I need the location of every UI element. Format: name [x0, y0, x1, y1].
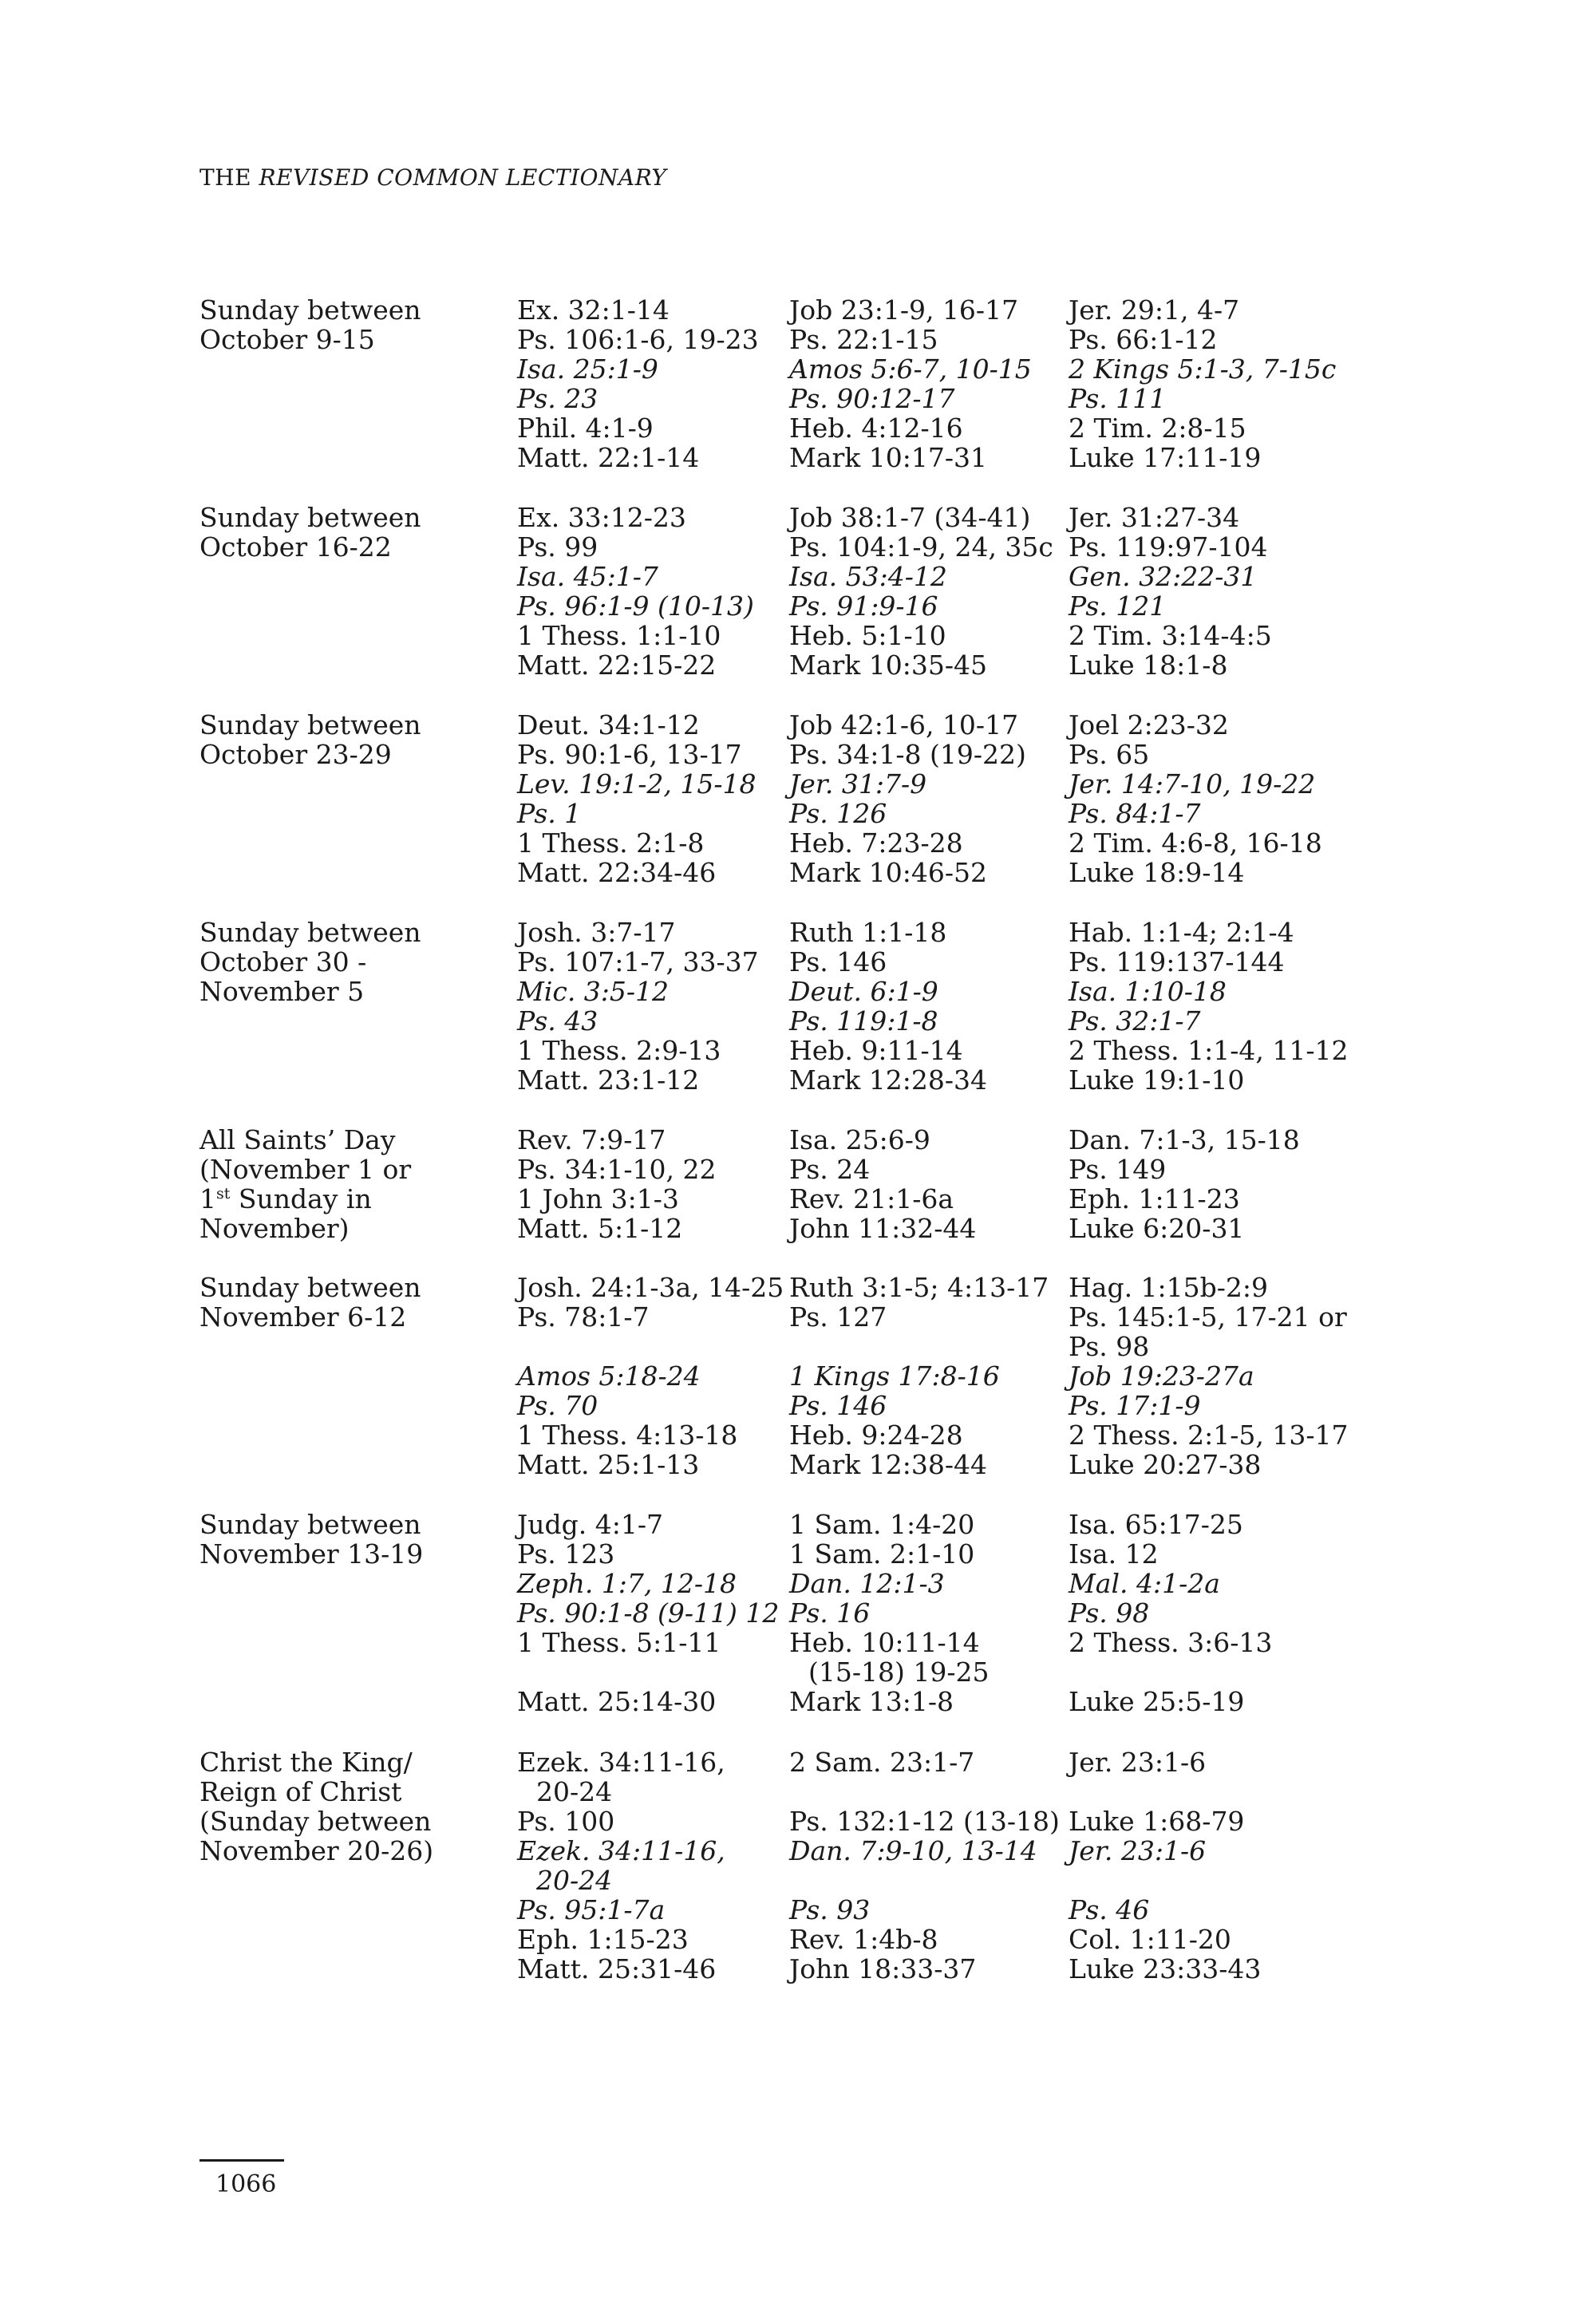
- reading-citation: Isa. 65:17-25: [1069, 1509, 1243, 1540]
- reading-citation: Ps. 90:12-17: [789, 383, 955, 414]
- reading-citation: Job 19:23-27a: [1069, 1360, 1254, 1392]
- year-a-readings: [517, 503, 788, 680]
- blank-line: [1069, 1866, 1380, 1895]
- reading-citation: Ps. 32:1-7: [1069, 1005, 1201, 1037]
- reading-citation: Ps. 123: [517, 1538, 615, 1570]
- reading-citation: Lev. 19:1-2, 15-18: [517, 768, 757, 800]
- occasion-label-line: All Saints’ Day: [200, 1124, 396, 1155]
- reading-citation: Matt. 25:1-13: [517, 1449, 700, 1480]
- reading-citation: Heb. 10:11-14: [789, 1627, 980, 1658]
- reading-citation: Mark 10:46-52: [789, 857, 987, 888]
- reading-citation: Matt. 23:1-12: [517, 1064, 700, 1096]
- reading-citation: (15-18) 19-25: [808, 1657, 990, 1688]
- occasion-label-line: October 9-15: [200, 324, 375, 355]
- ordinal-superscript: st: [216, 1185, 231, 1202]
- reading-citation: Ps. 78:1-7: [517, 1301, 650, 1333]
- year-b-readings: [789, 918, 1061, 1095]
- reading-citation: Ex. 32:1-14: [517, 294, 670, 326]
- reading-citation: Mal. 4:1-2a: [1069, 1568, 1220, 1599]
- reading-citation: Mark 10:17-31: [789, 442, 987, 473]
- reading-citation: Jer. 23:1-6: [1069, 1835, 1207, 1866]
- reading-citation: Matt. 25:31-46: [517, 1953, 717, 1984]
- occasion-label: [200, 1125, 495, 1243]
- reading-citation: Ps. 90:1-8 (9-11) 12: [517, 1597, 780, 1629]
- reading-citation: Luke 20:27-38: [1069, 1449, 1262, 1480]
- reading-citation: Ps. 46: [1069, 1894, 1150, 1925]
- reading-citation: Matt. 22:15-22: [517, 650, 717, 681]
- reading-citation: Eph. 1:15-23: [517, 1924, 689, 1955]
- occasion-label-line: November 13-19: [200, 1538, 424, 1570]
- reading-citation: Hag. 1:15b-2:9: [1069, 1272, 1269, 1303]
- reading-citation: Mic. 3:5-12: [517, 976, 670, 1007]
- reading-citation: Ps. 22:1-15: [789, 324, 938, 355]
- reading-citation: Ps. 23: [517, 383, 598, 414]
- reading-citation: 1 Thess. 4:13-18: [517, 1420, 738, 1451]
- reading-citation: Ps. 24: [789, 1154, 871, 1185]
- reading-citation: Luke 1:68-79: [1069, 1806, 1245, 1837]
- reading-citation: John 11:32-44: [789, 1213, 977, 1244]
- reading-citation: Ps. 84:1-7: [1069, 798, 1201, 829]
- reading-citation: Ps. 106:1-6, 19-23: [517, 324, 759, 355]
- reading-citation: 1 Thess. 5:1-11: [517, 1627, 721, 1658]
- occasion-label-line: Sunday between: [200, 917, 421, 948]
- reading-citation: Gen. 32:22-31: [1069, 561, 1258, 592]
- reading-citation: Ps. 91:9-16: [789, 590, 938, 622]
- occasion-label-line: 1st Sunday in: [200, 1183, 372, 1214]
- reading-citation: Luke 19:1-10: [1069, 1064, 1245, 1096]
- reading-citation: Ps. 95:1-7a: [517, 1894, 666, 1925]
- occasion-label-line: (Sunday between: [200, 1806, 432, 1837]
- reading-citation: Ps. 146: [789, 1390, 887, 1421]
- year-b-readings: [789, 1510, 1061, 1716]
- reading-citation: Rev. 7:9-17: [517, 1124, 666, 1155]
- reading-citation: Amos 5:18-24: [517, 1360, 701, 1392]
- reading-citation: Job 38:1-7 (34-41): [789, 502, 1031, 533]
- occasion-label-line: Sunday between: [200, 1272, 421, 1303]
- reading-citation: Jer. 23:1-6: [1069, 1747, 1207, 1778]
- running-header-prefix: THE: [200, 164, 259, 191]
- occasion-label: [200, 503, 495, 562]
- reading-citation: Luke 18:1-8: [1069, 650, 1228, 681]
- reading-citation: Ps. 99: [517, 531, 598, 563]
- reading-citation: 1 Thess. 2:9-13: [517, 1035, 721, 1066]
- reading-citation: Mark 12:38-44: [789, 1449, 987, 1480]
- occasion-label-line: Sunday between: [200, 1509, 421, 1540]
- reading-citation: Isa. 12: [1069, 1538, 1159, 1570]
- reading-citation: Heb. 5:1-10: [789, 620, 946, 651]
- reading-citation: Dan. 7:9-10, 13-14: [789, 1835, 1037, 1866]
- year-a-readings: [517, 918, 788, 1095]
- reading-citation: Ps. 70: [517, 1390, 598, 1421]
- blank-line: [1069, 1777, 1380, 1807]
- year-a-readings: [517, 1747, 788, 1984]
- reading-citation: Ps. 146: [789, 946, 887, 977]
- running-header: [200, 164, 666, 191]
- reading-citation: Jer. 31:27-34: [1069, 502, 1240, 533]
- blank-line: [1069, 1657, 1380, 1687]
- reading-citation: Ps. 119:137-144: [1069, 946, 1285, 977]
- reading-citation: Heb. 9:11-14: [789, 1035, 963, 1066]
- reading-citation: Ps. 66:1-12: [1069, 324, 1218, 355]
- reading-citation: 20-24: [536, 1865, 613, 1896]
- reading-citation: Jer. 14:7-10, 19-22: [1069, 768, 1316, 800]
- blank-line: [789, 1332, 1061, 1361]
- page-number: 1066: [215, 2170, 277, 2198]
- reading-citation: 20-24: [536, 1776, 613, 1807]
- reading-citation: Phil. 4:1-9: [517, 413, 654, 444]
- occasion-label-line: Sunday between: [200, 709, 421, 740]
- reading-citation: 1 Thess. 2:1-8: [517, 827, 705, 859]
- reading-citation: Col. 1:11-20: [1069, 1924, 1231, 1955]
- reading-citation: Ps. 111: [1069, 383, 1167, 414]
- reading-citation: Job 42:1-6, 10-17: [789, 709, 1019, 740]
- reading-citation: Mark 12:28-34: [789, 1064, 987, 1096]
- reading-citation: Deut. 6:1-9: [789, 976, 938, 1007]
- reading-citation: Matt. 22:1-14: [517, 442, 700, 473]
- reading-citation: Ps. 132:1-12 (13-18): [789, 1806, 1060, 1837]
- reading-citation: Matt. 5:1-12: [517, 1213, 683, 1244]
- occasion-label: [200, 1747, 495, 1866]
- reading-citation: Ps. 65: [1069, 739, 1150, 770]
- reading-citation: Ps. 16: [789, 1597, 871, 1629]
- reading-citation: Ps. 34:1-8 (19-22): [789, 739, 1026, 770]
- reading-citation: Jer. 29:1, 4-7: [1069, 294, 1240, 326]
- year-a-readings: [517, 1510, 788, 1716]
- reading-citation: Heb. 7:23-28: [789, 827, 963, 859]
- year-b-readings: [789, 1747, 1061, 1984]
- reading-citation: Ps. 34:1-10, 22: [517, 1154, 717, 1185]
- year-b-readings: [789, 1273, 1061, 1479]
- reading-citation: Ex. 33:12-23: [517, 502, 686, 533]
- year-a-readings: [517, 710, 788, 887]
- reading-citation: 2 Tim. 2:8-15: [1069, 413, 1246, 444]
- year-c-readings: [1069, 295, 1380, 472]
- reading-citation: Mark 13:1-8: [789, 1686, 954, 1717]
- reading-citation: 2 Sam. 23:1-7: [789, 1747, 975, 1778]
- reading-citation: Judg. 4:1-7: [517, 1509, 663, 1540]
- blank-line: [517, 1332, 788, 1361]
- occasion-label-line: Christ the King/: [200, 1747, 413, 1778]
- reading-citation: Deut. 34:1-12: [517, 709, 700, 740]
- year-b-readings: [789, 503, 1061, 680]
- reading-citation: Ps. 119:1-8: [789, 1005, 938, 1037]
- reading-citation: Luke 23:33-43: [1069, 1953, 1262, 1984]
- occasion-label-line: (November 1 or: [200, 1154, 412, 1185]
- year-c-readings: [1069, 918, 1380, 1095]
- reading-citation: Ps. 104:1-9, 24, 35c: [789, 531, 1053, 563]
- reading-citation: 1 Kings 17:8-16: [789, 1360, 1000, 1392]
- reading-citation: Ruth 3:1-5; 4:13-17: [789, 1272, 1049, 1303]
- reading-citation: Eph. 1:11-23: [1069, 1183, 1240, 1214]
- occasion-label: [200, 1510, 495, 1569]
- reading-citation: Isa. 1:10-18: [1069, 976, 1227, 1007]
- reading-citation: Ps. 127: [789, 1301, 887, 1333]
- reading-citation: Ps. 1: [517, 798, 582, 829]
- occasion-label: [200, 1273, 495, 1332]
- reading-citation: Luke 6:20-31: [1069, 1213, 1245, 1244]
- reading-citation: Ps. 96:1-9 (10-13): [517, 590, 754, 622]
- reading-citation: Ezek. 34:11-16,: [517, 1835, 725, 1866]
- blank-line: [789, 1866, 1061, 1895]
- reading-citation: 2 Thess. 2:1-5, 13-17: [1069, 1420, 1349, 1451]
- reading-citation: Josh. 24:1-3a, 14-25: [517, 1272, 784, 1303]
- reading-citation: Ps. 17:1-9: [1069, 1390, 1201, 1421]
- occasion-label-line: November 20-26): [200, 1835, 434, 1866]
- reading-citation: Ps. 126: [789, 798, 887, 829]
- reading-citation: Ps. 149: [1069, 1154, 1167, 1185]
- year-b-readings: [789, 1125, 1061, 1243]
- reading-citation: Isa. 25:6-9: [789, 1124, 930, 1155]
- reading-citation: Amos 5:6-7, 10-15: [789, 353, 1032, 385]
- reading-citation: Josh. 3:7-17: [517, 917, 676, 948]
- reading-citation: Dan. 7:1-3, 15-18: [1069, 1124, 1300, 1155]
- reading-citation: Ps. 90:1-6, 13-17: [517, 739, 742, 770]
- reading-citation: Dan. 12:1-3: [789, 1568, 945, 1599]
- year-a-readings: [517, 1273, 788, 1479]
- blank-line: [517, 1657, 788, 1687]
- blank-line: [789, 1777, 1061, 1807]
- reading-citation: Ps. 119:97-104: [1069, 531, 1268, 563]
- reading-citation: John 18:33-37: [789, 1953, 977, 1984]
- reading-citation: 2 Thess. 3:6-13: [1069, 1627, 1273, 1658]
- occasion-label-line: November 6-12: [200, 1301, 407, 1333]
- reading-citation: Zeph. 1:7, 12-18: [517, 1568, 737, 1599]
- year-b-readings: [789, 710, 1061, 887]
- reading-citation: Jer. 31:7-9: [789, 768, 927, 800]
- occasion-label-line: Sunday between: [200, 294, 421, 326]
- occasion-label: [200, 295, 495, 354]
- reading-citation: Ps. 121: [1069, 590, 1167, 622]
- reading-citation: Ruth 1:1-18: [789, 917, 947, 948]
- occasion-label-line: October 23-29: [200, 739, 392, 770]
- reading-citation: Isa. 25:1-9: [517, 353, 658, 385]
- year-c-readings: [1069, 503, 1380, 680]
- reading-citation: Hab. 1:1-4; 2:1-4: [1069, 917, 1294, 948]
- reading-citation: Ps. 100: [517, 1806, 615, 1837]
- reading-citation: Rev. 1:4b-8: [789, 1924, 938, 1955]
- reading-citation: 1 Sam. 1:4-20: [789, 1509, 975, 1540]
- reading-citation: 2 Kings 5:1-3, 7-15c: [1069, 353, 1337, 385]
- occasion-label-line: Reign of Christ: [200, 1776, 402, 1807]
- reading-citation: 1 Thess. 1:1-10: [517, 620, 721, 651]
- running-header-title: REVISED COMMON LECTIONARY: [259, 164, 667, 191]
- reading-citation: Rev. 21:1-6a: [789, 1183, 954, 1214]
- year-b-readings: [789, 295, 1061, 472]
- reading-citation: Ps. 98: [1069, 1331, 1150, 1362]
- occasion-label-line: Sunday between: [200, 502, 421, 533]
- year-a-readings: [517, 1125, 788, 1243]
- reading-citation: 2 Tim. 4:6-8, 16-18: [1069, 827, 1322, 859]
- reading-citation: Matt. 25:14-30: [517, 1686, 717, 1717]
- reading-citation: Heb. 9:24-28: [789, 1420, 963, 1451]
- reading-citation: 1 John 3:1-3: [517, 1183, 679, 1214]
- reading-citation: Joel 2:23-32: [1069, 709, 1229, 740]
- reading-citation: Ps. 98: [1069, 1597, 1150, 1629]
- reading-citation: Heb. 4:12-16: [789, 413, 963, 444]
- year-c-readings: [1069, 710, 1380, 887]
- occasion-label: [200, 918, 495, 1006]
- reading-citation: Ps. 93: [789, 1894, 871, 1925]
- reading-citation: 1 Sam. 2:1-10: [789, 1538, 975, 1570]
- occasion-label-line: October 30 -: [200, 946, 367, 977]
- occasion-label-line: November 5: [200, 976, 365, 1007]
- footer-rule: [200, 2159, 284, 2162]
- reading-citation: Luke 18:9-14: [1069, 857, 1245, 888]
- reading-citation: Ps. 43: [517, 1005, 598, 1037]
- reading-citation: Matt. 22:34-46: [517, 857, 717, 888]
- reading-citation: Ps. 145:1-5, 17-21 or: [1069, 1301, 1347, 1333]
- occasion-label-line: November): [200, 1213, 350, 1244]
- reading-citation: 2 Thess. 1:1-4, 11-12: [1069, 1035, 1349, 1066]
- reading-citation: Job 23:1-9, 16-17: [789, 294, 1019, 326]
- reading-citation: 2 Tim. 3:14-4:5: [1069, 620, 1272, 651]
- reading-citation: Ps. 107:1-7, 33-37: [517, 946, 759, 977]
- reading-citation: Luke 25:5-19: [1069, 1686, 1245, 1717]
- occasion-label-line: October 16-22: [200, 531, 392, 563]
- reading-citation: Isa. 53:4-12: [789, 561, 947, 592]
- occasion-label: [200, 710, 495, 769]
- year-a-readings: [517, 295, 788, 472]
- reading-citation: Isa. 45:1-7: [517, 561, 658, 592]
- year-c-readings: [1069, 1510, 1380, 1716]
- reading-citation: Mark 10:35-45: [789, 650, 987, 681]
- reading-citation: Ezek. 34:11-16,: [517, 1747, 725, 1778]
- reading-citation: Luke 17:11-19: [1069, 442, 1262, 473]
- year-c-readings: [1069, 1125, 1380, 1243]
- year-c-readings: [1069, 1273, 1380, 1479]
- year-c-readings: [1069, 1747, 1380, 1984]
